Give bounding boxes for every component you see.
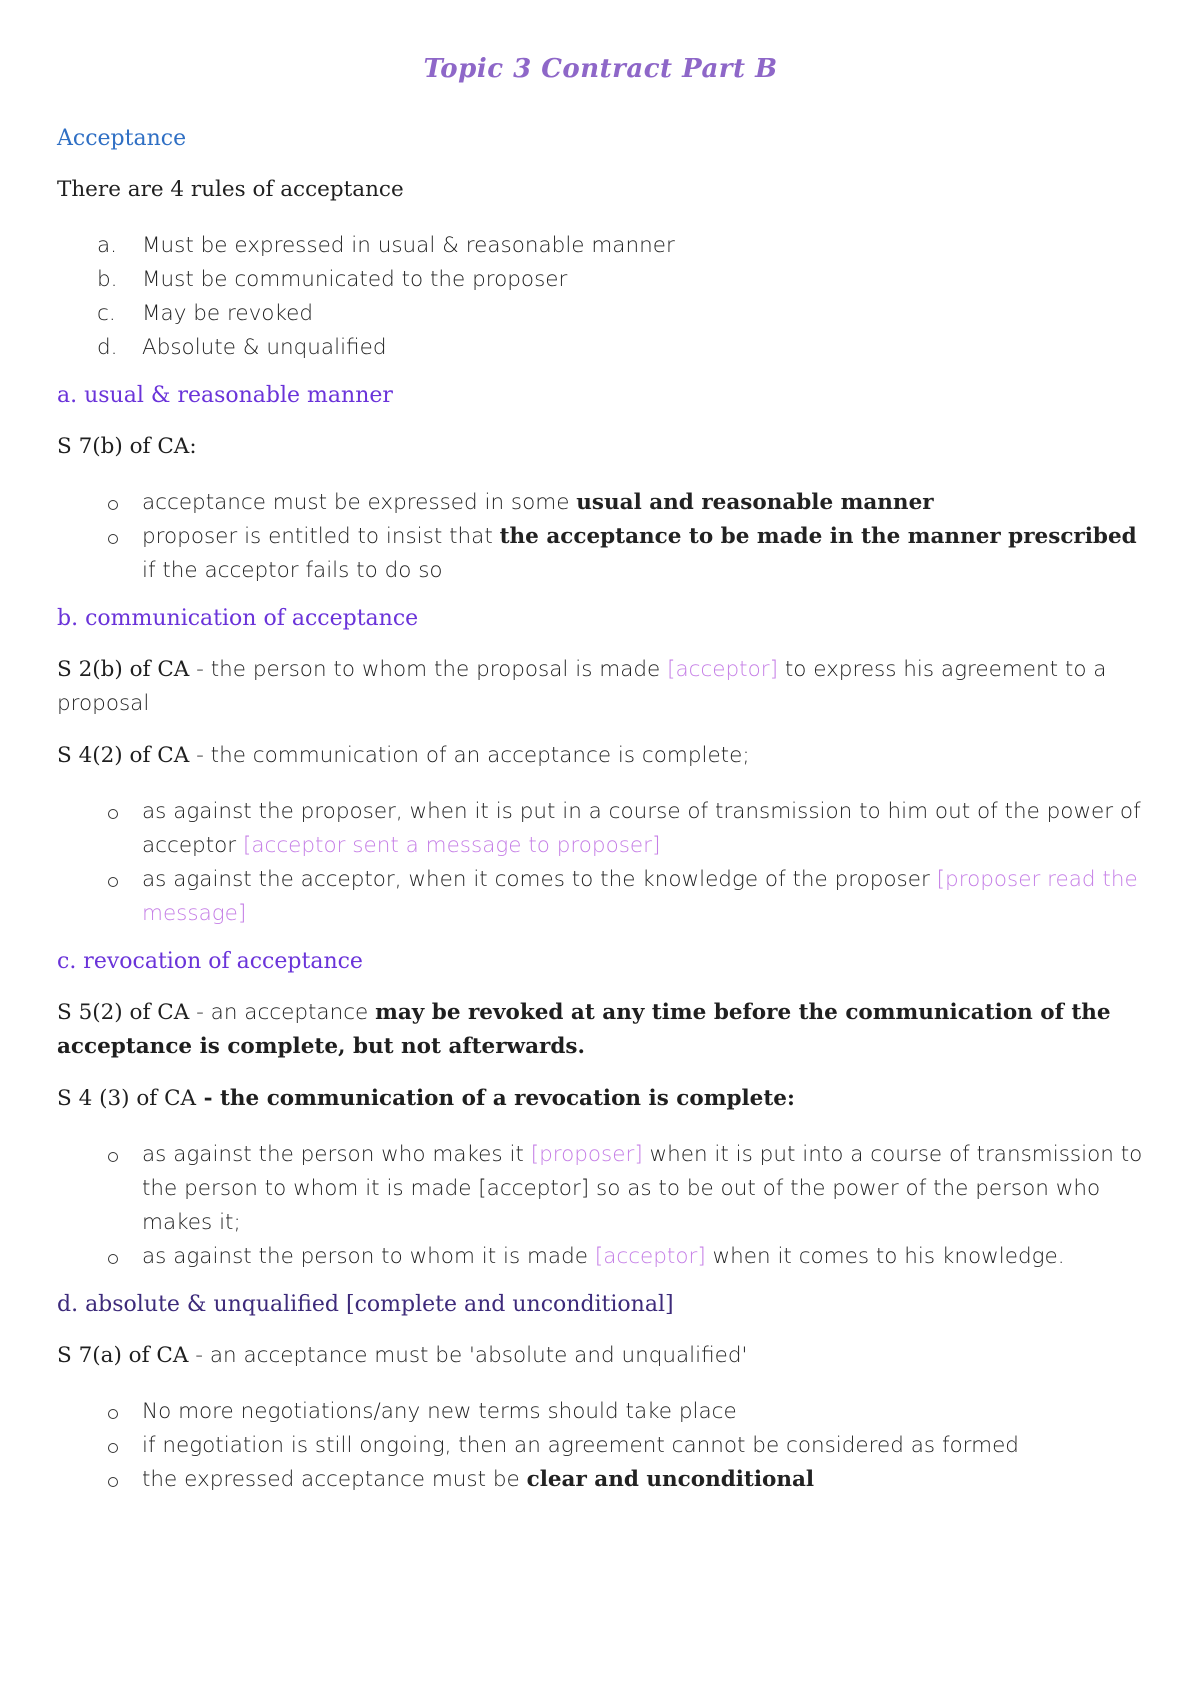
rules-list [57,229,1144,365]
list-item: the expressed acceptance must be clear and unconditional [142,1463,1144,1497]
section-b-list [57,795,1144,931]
section-a-list [57,486,1144,588]
list-item: d. Absolute & unqualified [97,335,387,360]
heading-section-a: a. usual & reasonable manner [57,383,393,408]
list-item: if negotiation is still ongoing, then an agreement cannot be considered as formed [142,1429,1144,1463]
law-s7a: S 7(a) of CA - an acceptance must be 'absolute and unqualified' [57,1343,748,1368]
law-s42: S 4(2) of CA - the communication of an acceptance is complete; [57,743,750,768]
heading-section-b: b. communication of acceptance [57,606,419,631]
list-item: b. Must be communicated to the proposer [97,267,568,292]
document-title: Topic 3 Contract Part B [423,54,778,84]
section-c-list [57,1138,1144,1274]
list-item: acceptance must be expressed in some usual and reasonable manner [142,486,1144,520]
law-s43: S 4 (3) of CA - the communication of a revocation is complete: [57,1086,795,1111]
heading-section-d: d. absolute & unqualified [complete and unconditional] [57,1292,674,1317]
list-item: as against the person to whom it is made [acceptor] when it comes to his knowledge. [142,1240,1144,1274]
list-item: c. May be revoked [97,301,314,326]
list-item: proposer is entitled to insist that the acceptance to be made in the manner prescribed if the acceptor fails to do so [142,520,1144,588]
acceptance-intro: There are 4 rules of acceptance [57,177,404,202]
list-item: as against the acceptor, when it comes to the knowledge of the proposer [proposer read the message] [142,863,1144,931]
heading-acceptance: Acceptance [57,126,187,151]
law-s52: S 5(2) of CA - an acceptance may be revoked at any time before the communication of the acceptance is complete, but not afterwards. [57,1000,1111,1059]
list-item: as against the person who makes it [proposer] when it is put into a course of transmission to the person to whom it is made [acceptor] so as to be out of the power of the person who makes it; [142,1138,1144,1240]
section-d-list [57,1395,1144,1497]
law-s2b: S 2(b) of CA - the person to whom the proposal is made [acceptor] to express his agreement to a proposal [57,657,1107,716]
list-item: a. Must be expressed in usual & reasonable manner [97,233,675,258]
heading-section-c: c. revocation of acceptance [57,949,363,974]
list-item: No more negotiations/any new terms should take place [142,1395,1144,1429]
list-item: as against the proposer, when it is put in a course of transmission to him out of the power of acceptor [acceptor sent a message to proposer] [142,795,1144,863]
law-s7b: S 7(b) of CA: [57,434,197,459]
